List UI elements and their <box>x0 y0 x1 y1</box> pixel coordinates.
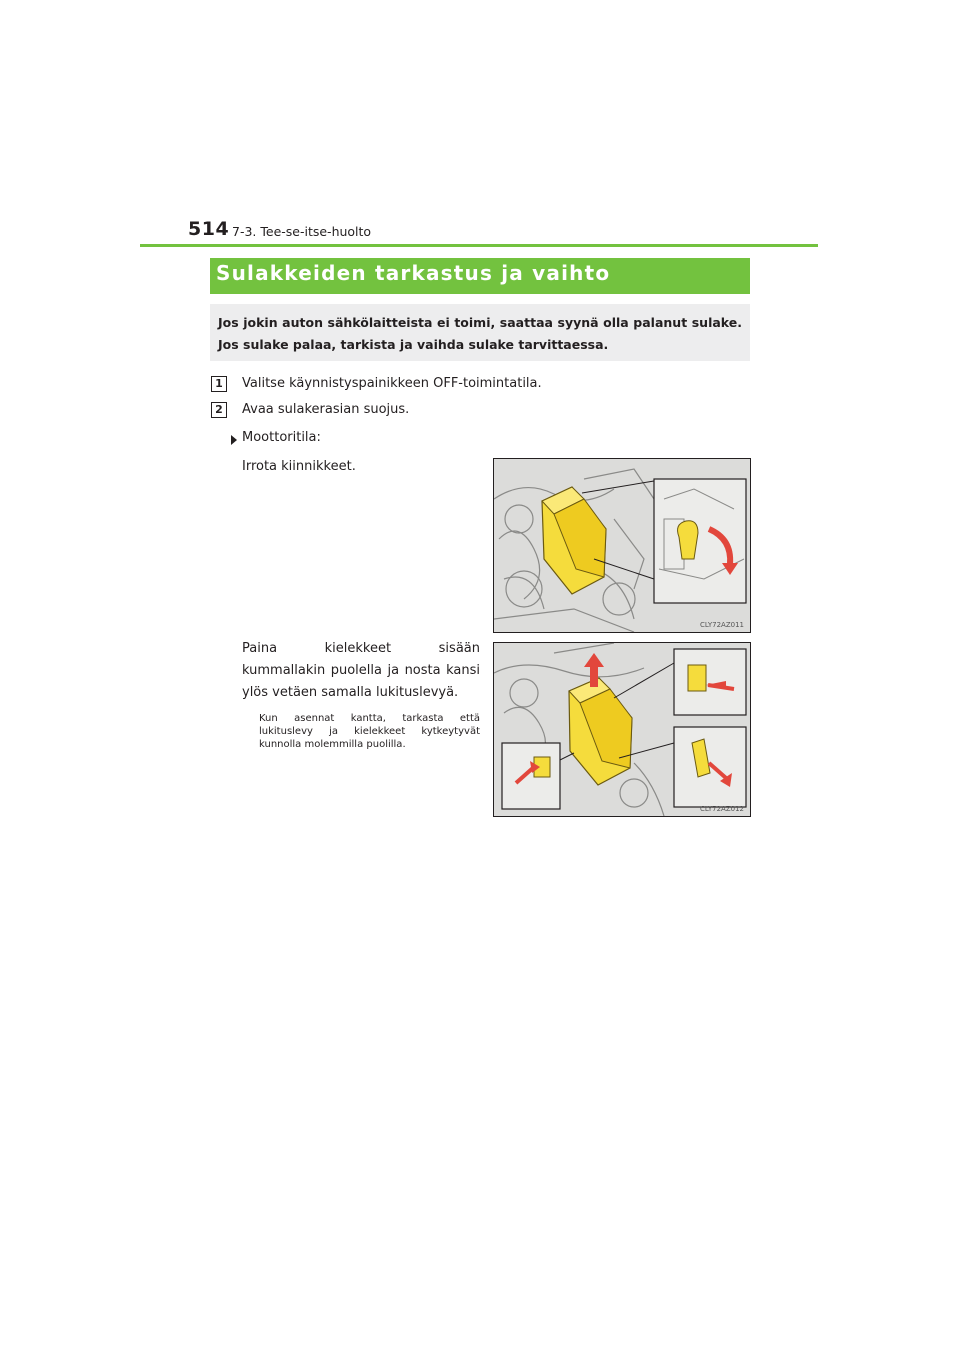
intro-text: Jos jokin auton sähkölaitteista ei toimi, saattaa syynä olla palanut sulake. Jos sulake palaa, tarkista ja vaihda sulake tarvittaessa. <box>218 315 742 352</box>
intro-box <box>210 304 750 361</box>
step-text-2: Avaa sulakerasian suojus. <box>242 402 410 417</box>
engine-fusebox-illustration-1 <box>494 459 750 632</box>
step-number-1: 1 <box>211 376 227 392</box>
step-text-1: Valitse käynnistyspainikkeen OFF-toimintatila. <box>242 376 542 391</box>
bullet-triangle-icon <box>231 435 237 445</box>
section-breadcrumb: 7-3. Tee-se-itse-huolto <box>232 224 372 239</box>
engine-fusebox-illustration-2 <box>494 643 750 816</box>
figure-2-code: CLY72AZ012 <box>700 805 744 813</box>
figure-1-code: CLY72AZ011 <box>700 621 744 629</box>
installation-note: Kun asennat kantta, tarkasta että lukituslevy ja kielekkeet kytkeytyvät kunnolla molemmilla puolilla. <box>259 713 480 750</box>
engine-mode-label: Moottoritila: <box>242 430 321 445</box>
header-divider <box>140 244 818 247</box>
figure-remove-clips <box>493 458 751 633</box>
step-number-2: 2 <box>211 402 227 418</box>
figure-press-tabs <box>493 642 751 817</box>
section-title-bar <box>210 258 750 294</box>
page-number: 514 <box>188 218 230 240</box>
instruction-remove-clips: Irrota kiinnikkeet. <box>242 459 356 474</box>
section-title: Sulakkeiden tarkastus ja vaihto <box>216 261 611 285</box>
instruction-press-tabs: Paina kielekkeet sisään kummallakin puolella ja nosta kansi ylös vetäen samalla lukituslevyä. <box>242 641 480 700</box>
